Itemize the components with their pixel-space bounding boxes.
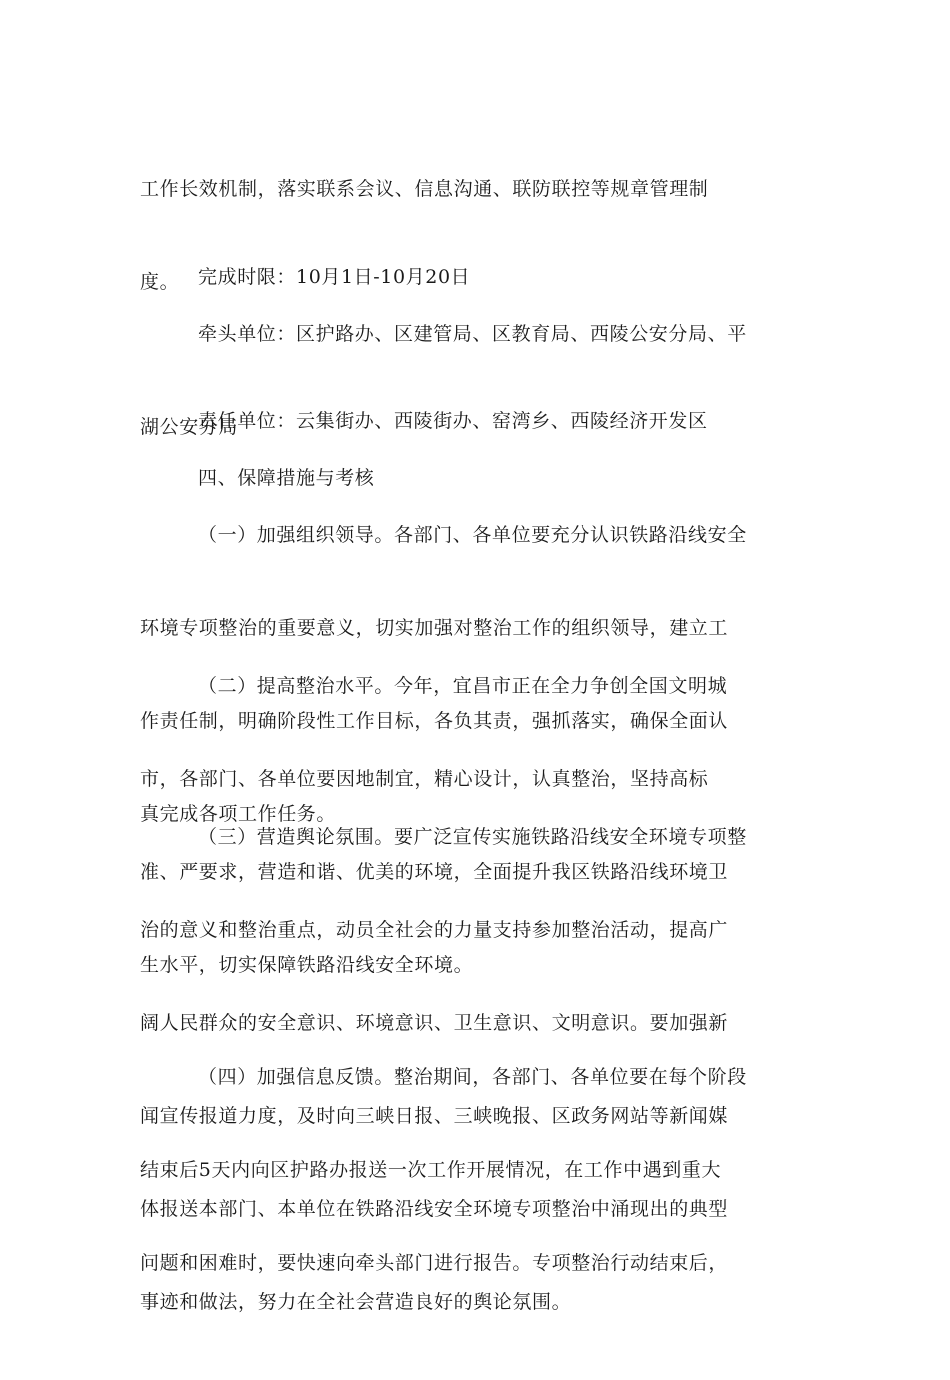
text-line: 闻宣传报道力度，及时向三峡日报、三峡晚报、区政务网站等新闻媒 xyxy=(140,1105,729,1127)
text-line: 完成时限：10月1日-10月20日 xyxy=(198,266,471,288)
text-line: 问题和困难时，要快速向牵头部门进行报告。专项整治行动结束后， xyxy=(140,1252,729,1274)
text-line: 工作长效机制，落实联系会议、信息沟通、联防联控等规章管理制 xyxy=(140,178,709,200)
text-line: 阔人民群众的安全意识、环境意识、卫生意识、文明意识。要加强新 xyxy=(140,1012,729,1034)
text-line: 作责任制，明确阶段性工作目标，各负其责，强抓落实，确保全面认 xyxy=(140,710,729,732)
paragraph-information-feedback xyxy=(140,1000,808,1341)
text-line: 责任单位：云集街办、西陵街办、窑湾乡、西陵经济开发区 xyxy=(198,410,708,432)
text-line: 湖公安分局 xyxy=(140,416,239,438)
text-line: 环境专项整治的重要意义，切实加强对整治工作的组织领导，建立工 xyxy=(140,617,729,639)
text-line: 四、保障措施与考核 xyxy=(198,467,375,489)
text-line: （二）提高整治水平。今年，宜昌市正在全力争创全国文明城 xyxy=(198,675,728,697)
text-line: 度。 xyxy=(140,271,180,293)
text-line: 准、严要求，营造和谐、优美的环境，全面提升我区铁路沿线环境卫 xyxy=(140,861,729,883)
text-line: 市，各部门、各单位要因地制宜，精心设计，认真整治，坚持高标 xyxy=(140,768,709,790)
text-line: 牵头单位：区护路办、区建管局、区教育局、西陵公安分局、平 xyxy=(198,323,747,345)
text-line: 生水平，切实保障铁路沿线安全环境。 xyxy=(140,954,474,976)
text-line: （四）加强信息反馈。整治期间，各部门、各单位要在每个阶段 xyxy=(198,1066,747,1088)
text-line: 真完成各项工作任务。 xyxy=(140,803,337,825)
text-line: 结束后5天内向区护路办报送一次工作开展情况，在工作中遇到重大 xyxy=(140,1159,722,1181)
text-line: （一）加强组织领导。各部门、各单位要充分认识铁路沿线安全 xyxy=(198,524,747,546)
text-line: 事迹和做法，努力在全社会营造良好的舆论氛围。 xyxy=(140,1291,572,1313)
text-line: （三）营造舆论氛围。要广泛宣传实施铁路沿线安全环境专项整 xyxy=(198,826,747,848)
text-line: 治的意义和整治重点，动员全社会的力量支持参加整治活动，提高广 xyxy=(140,919,729,941)
text-line: 体报送本部门、本单位在铁路沿线安全环境专项整治中涌现出的典型 xyxy=(140,1198,729,1220)
